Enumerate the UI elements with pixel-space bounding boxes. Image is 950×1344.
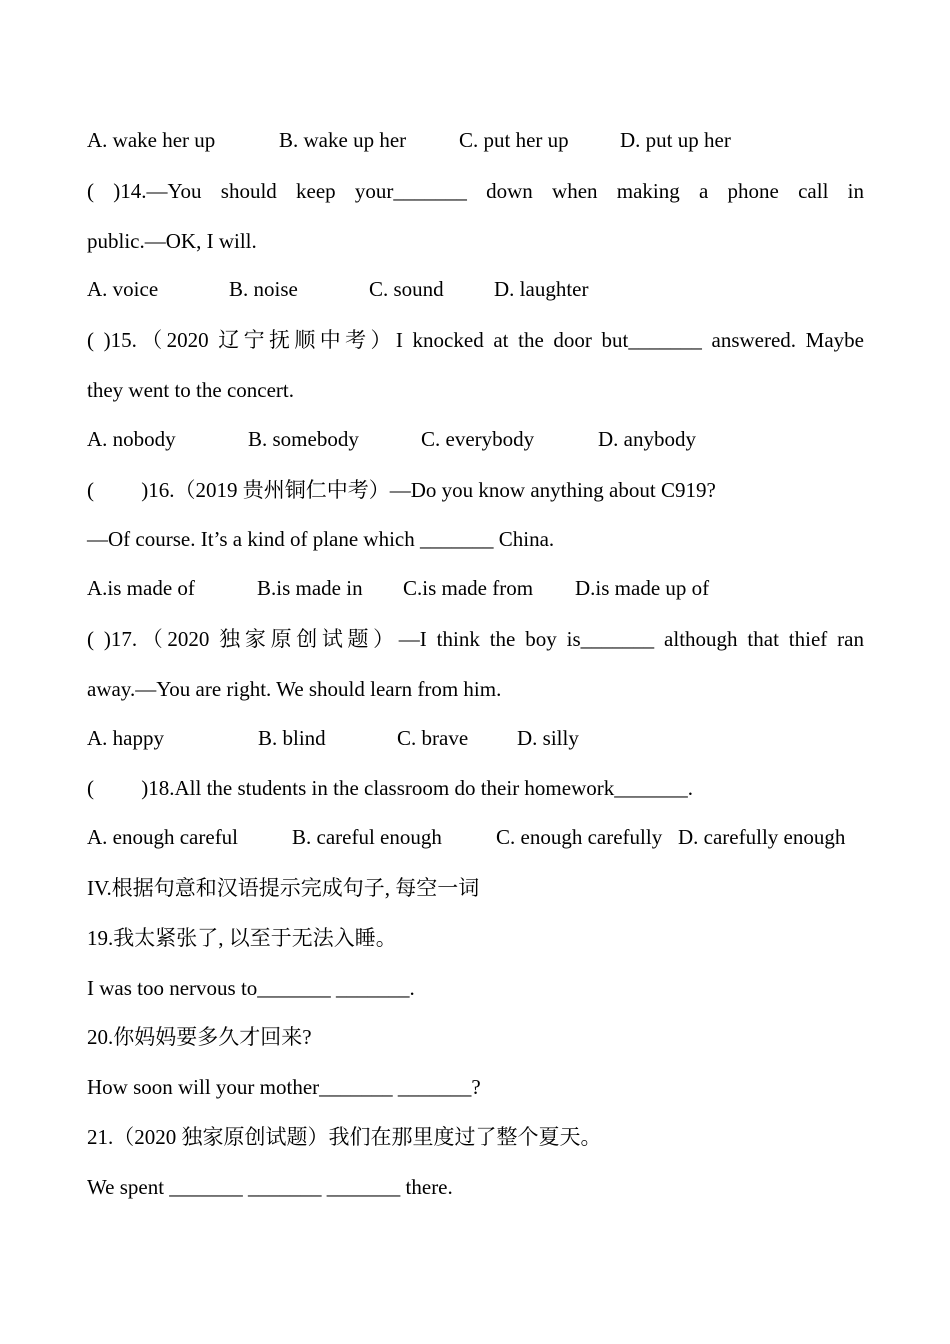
q14-option-b: B. noise — [229, 277, 298, 301]
q17-option-c: C. brave — [397, 726, 469, 750]
q14-option-d: D. laughter — [494, 277, 589, 301]
q13-option-a: A. wake her up — [87, 128, 216, 152]
q18-option-b: B. careful enough — [292, 825, 442, 849]
q15-option-a: A. nobody — [87, 427, 176, 451]
q13-option-c: C. put her up — [459, 128, 569, 152]
q21-prompt: 21.（2020 独家原创试题）我们在那里度过了整个夏天。 — [87, 1125, 602, 1149]
q19-sentence: I was too nervous to_______ _______. — [87, 976, 415, 1000]
q16-option-c: C.is made from — [403, 576, 534, 600]
q17-question-line2: away.—You are right. We should learn from him. — [87, 677, 502, 701]
q15-option-d: D. anybody — [598, 427, 696, 451]
q13-option-d: D. put up her — [620, 128, 731, 152]
q15-option-b: B. somebody — [248, 427, 359, 451]
q16-option-a: A.is made of — [87, 576, 195, 600]
q14-question-line1: ( )14.—You should keep your_______ down when making a phone call in — [87, 179, 864, 203]
q17-option-d: D. silly — [517, 726, 579, 750]
q18-question-line1: ( )18.All the students in the classroom do their homework_______. — [87, 776, 693, 800]
q15-question-line2: they went to the concert. — [87, 378, 295, 402]
q18-option-c: C. enough carefully — [496, 825, 663, 849]
q17-question-line1: ( )17.（2020 独家原创试题）—I think the boy is_______ although that thief ran — [87, 627, 864, 651]
q18-option-d: D. carefully enough — [678, 825, 846, 849]
q16-option-d: D.is made up of — [575, 576, 710, 600]
q17-option-a: A. happy — [87, 726, 164, 750]
q14-option-a: A. voice — [87, 277, 159, 301]
q15-option-c: C. everybody — [421, 427, 535, 451]
section-heading: IV.根据句意和汉语提示完成句子, 每空一词 — [87, 876, 480, 900]
q14-question-line2: public.—OK, I will. — [87, 229, 257, 253]
q16-option-b: B.is made in — [257, 576, 363, 600]
q19-prompt: 19.我太紧张了, 以至于无法入睡。 — [87, 926, 397, 950]
q18-option-a: A. enough careful — [87, 825, 239, 849]
q13-option-b: B. wake up her — [279, 128, 407, 152]
q14-option-c: C. sound — [369, 277, 444, 301]
q15-question-line1: ( )15.（2020 辽宁抚顺中考）I knocked at the door but_______ answered. Maybe — [87, 328, 864, 352]
q17-option-b: B. blind — [258, 726, 326, 750]
q21-sentence: We spent _______ _______ _______ there. — [87, 1175, 453, 1199]
q16-question-line1: ( )16.（2019 贵州铜仁中考）—Do you know anything about C919? — [87, 478, 716, 502]
q20-prompt: 20.你妈妈要多久才回来? — [87, 1025, 312, 1049]
q20-sentence: How soon will your mother_______ _______? — [87, 1075, 481, 1099]
q16-question-line2: —Of course. It’s a kind of plane which _______ China. — [87, 527, 555, 551]
